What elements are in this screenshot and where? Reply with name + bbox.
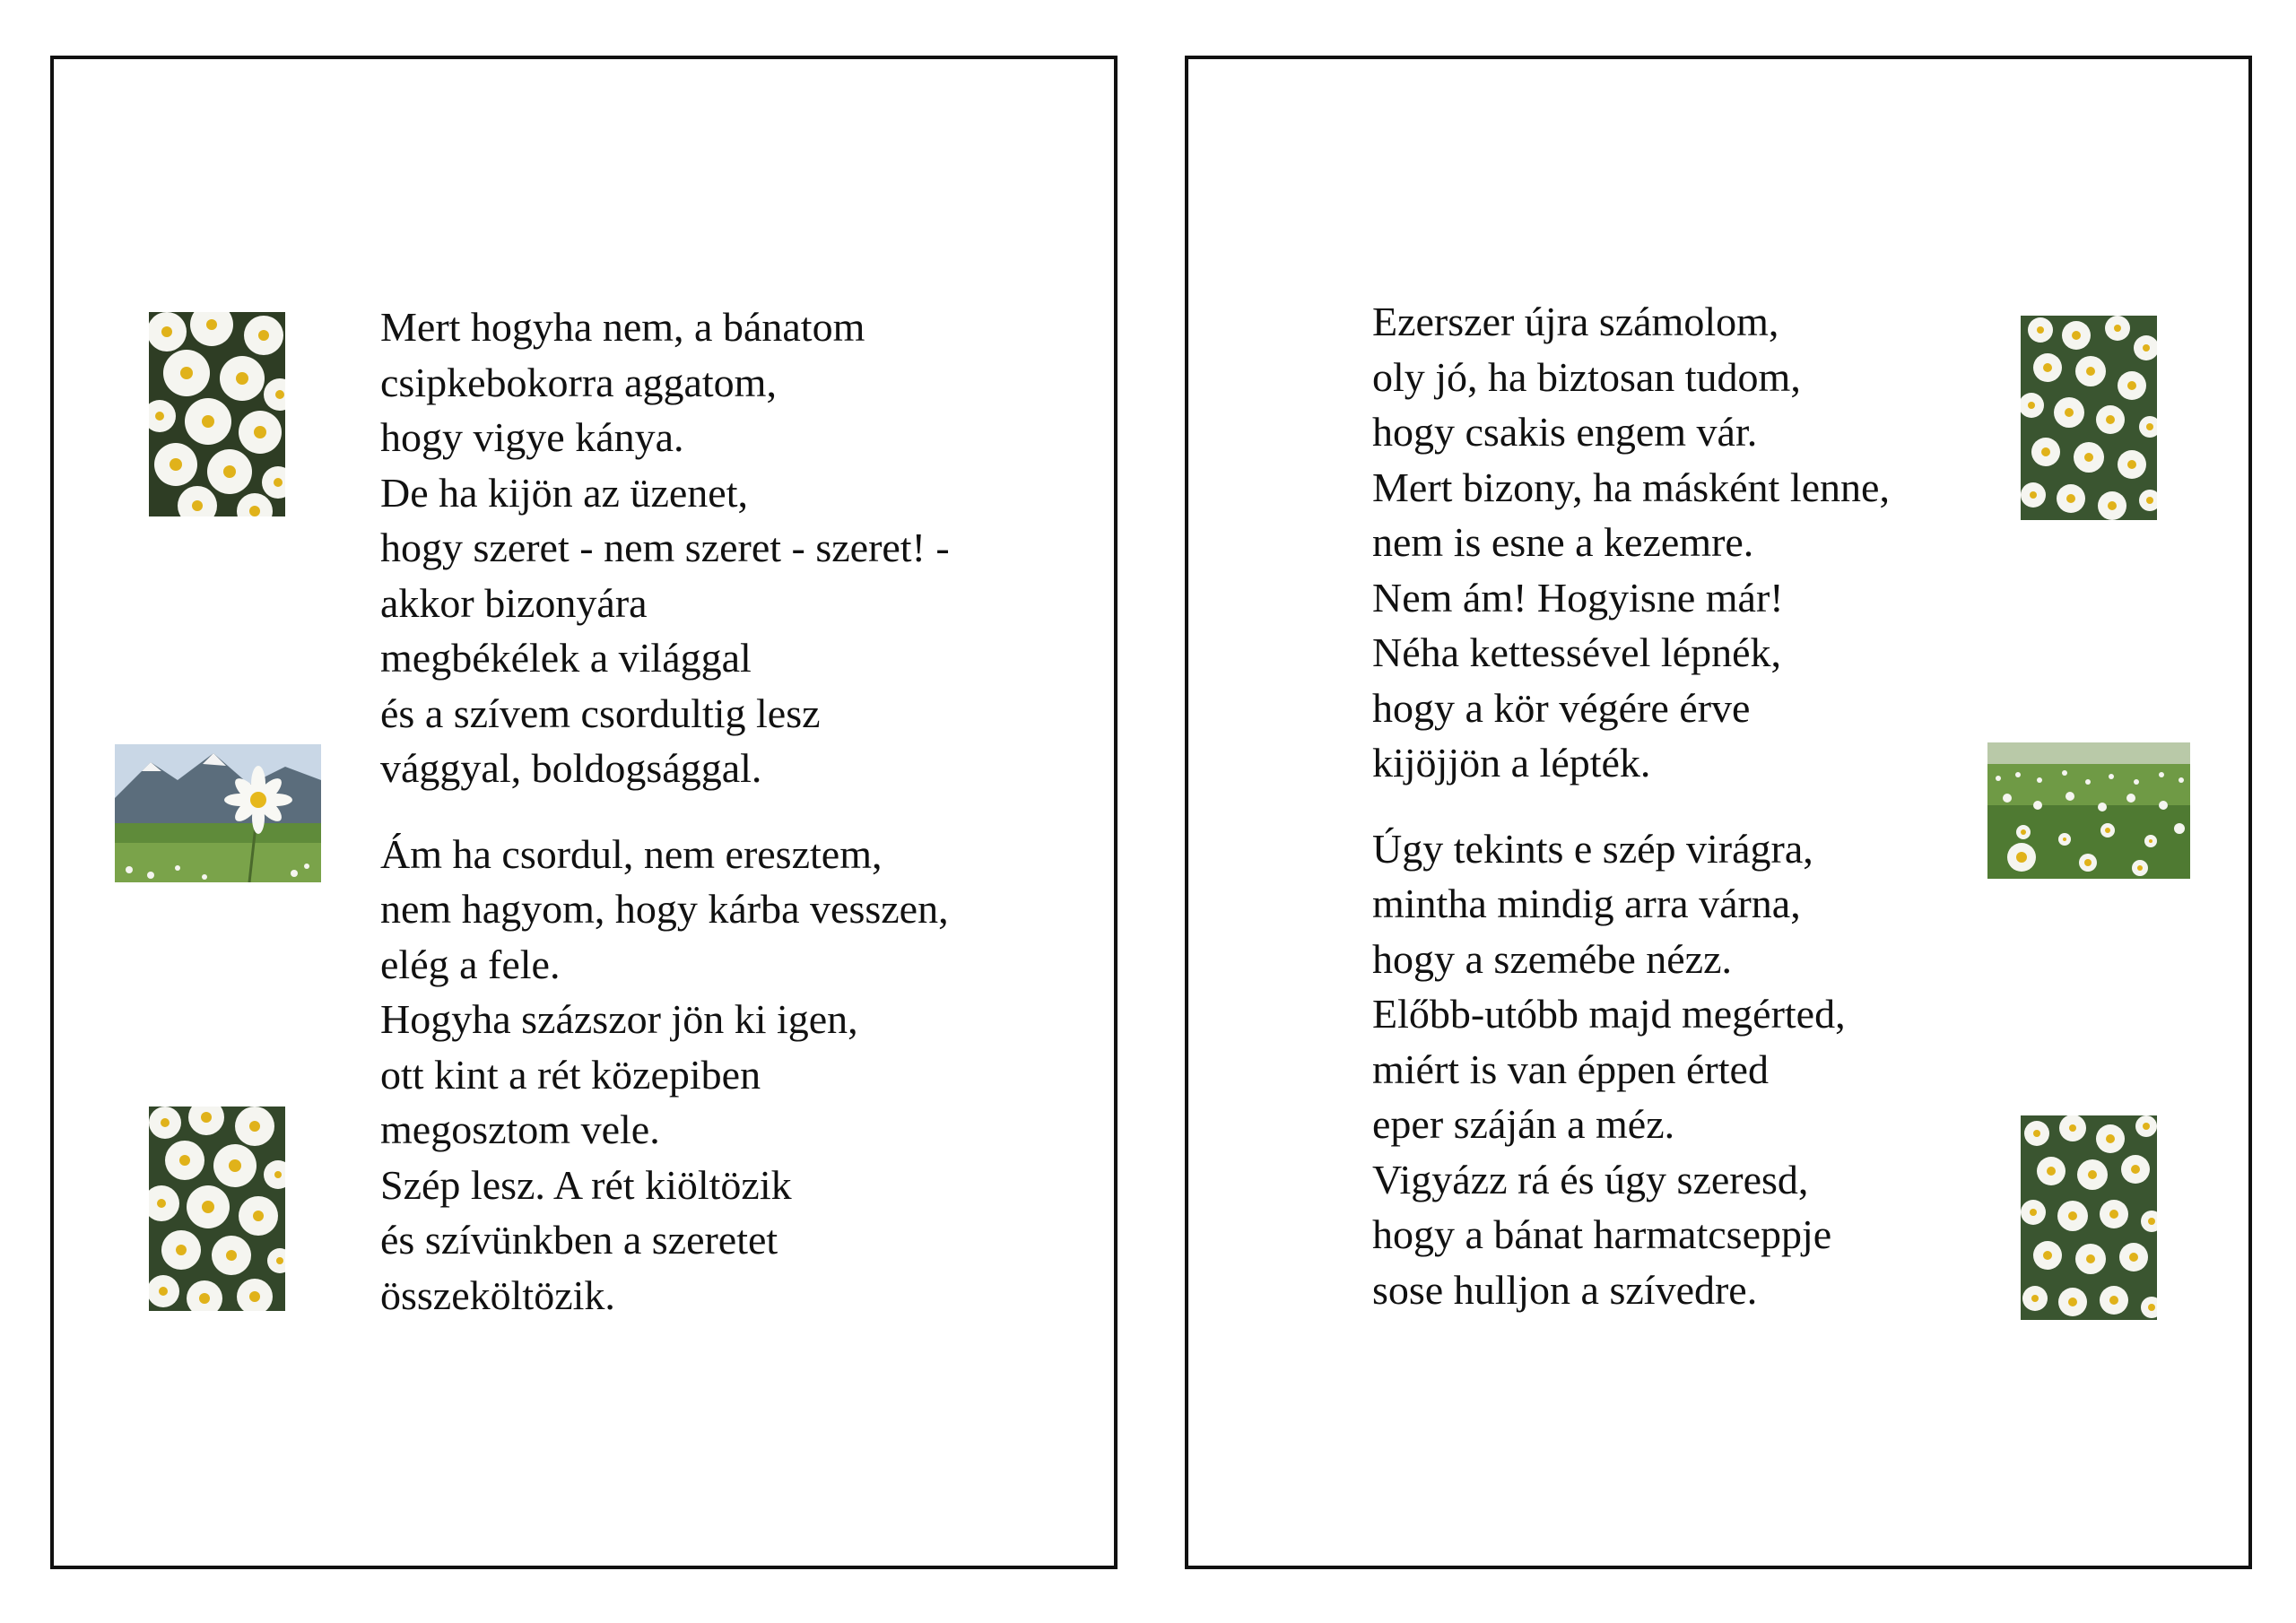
poem-line: Nem ám! Hogyisne már!	[1372, 574, 1784, 621]
poem-line: miért is van éppen érted	[1372, 1046, 1769, 1092]
poem-line: hogy a kör végére érve	[1372, 684, 1751, 731]
poem-line: Szép lesz. A rét kiöltözik	[380, 1161, 792, 1208]
daisy-photo-art	[2021, 316, 2157, 520]
poem-line: vággyal, boldogsággal.	[380, 745, 762, 791]
poem-line: hogy szeret - nem szeret - szeret! -	[380, 525, 950, 570]
poem-line: De ha kijön az üzenet,	[380, 469, 748, 516]
poem-line: Vigyázz rá és úgy szeresd,	[1372, 1156, 1809, 1202]
poem-line: megbékélek a világgal	[380, 635, 752, 681]
daisy-cluster-photo	[2021, 316, 2157, 520]
daisy-photo-art	[115, 744, 321, 882]
poem-line: Előbb-utóbb majd megérted,	[1372, 991, 1846, 1037]
daisy-photo-art	[2021, 1115, 2157, 1320]
right-page	[1185, 56, 2252, 1569]
poem-line: oly jó, ha biztosan tudom,	[1372, 353, 1801, 400]
daisy-photo-art	[149, 1107, 285, 1311]
left-stanza-2	[380, 827, 950, 1324]
left-poem	[380, 299, 950, 1323]
daisy-field-photo	[149, 1107, 285, 1311]
poem-line: Mert bizony, ha másként lenne,	[1372, 464, 1890, 510]
right-poem	[1372, 294, 1890, 1317]
poem-line: mintha mindig arra várna,	[1372, 881, 1801, 926]
poem-line: megosztom vele.	[380, 1107, 660, 1152]
poem-line: kijöjjön a lépték.	[1372, 740, 1651, 785]
poem-line: sose hulljon a szívedre.	[1372, 1266, 1758, 1313]
poem-line: ott kint a rét közepiben	[380, 1051, 761, 1098]
poem-line: és szívünkben a szeretet	[380, 1217, 778, 1263]
poem-line: Hogyha százszor jön ki igen,	[380, 996, 858, 1042]
poem-line: összeköltözik.	[380, 1271, 615, 1318]
mountain-daisy-photo	[115, 744, 321, 882]
right-stanza-2	[1372, 821, 1890, 1318]
daisy-photo-art	[149, 312, 285, 516]
left-stanza-1	[380, 299, 950, 796]
poem-line: Néha kettessével lépnék,	[1372, 629, 1781, 675]
poem-line: eper száján a méz.	[1372, 1101, 1675, 1147]
poem-line: Ezerszer újra számolom,	[1372, 299, 1779, 344]
daisy-cluster-photo	[2021, 1115, 2157, 1320]
poem-line: Ám ha csordul, nem eresztem,	[380, 830, 883, 877]
poem-line: nem is esne a kezemre.	[1372, 519, 1754, 565]
poem-line: hogy a bánat harmatcseppje	[1372, 1211, 1832, 1257]
poem-line: Úgy tekints e szép virágra,	[1372, 825, 1813, 872]
left-page	[50, 56, 1118, 1569]
poem-line: elég a fele.	[380, 941, 561, 987]
meadow-daisy-photo	[1987, 742, 2190, 879]
right-stanza-1	[1372, 294, 1890, 791]
daisy-photo-art	[1987, 742, 2190, 879]
poem-line: Mert hogyha nem, a bánatom	[380, 304, 865, 350]
poem-line: hogy a szemébe nézz.	[1372, 935, 1733, 982]
daisy-cluster-photo	[149, 312, 285, 516]
poem-line: és a szívem csordultig lesz	[380, 690, 821, 736]
poem-line: nem hagyom, hogy kárba vesszen,	[380, 886, 949, 932]
poem-line: csipkebokorra aggatom,	[380, 359, 777, 405]
poem-line: hogy vigye kánya.	[380, 414, 684, 460]
poem-line: hogy csakis engem vár.	[1372, 409, 1758, 455]
poem-line: akkor bizonyára	[380, 579, 648, 626]
